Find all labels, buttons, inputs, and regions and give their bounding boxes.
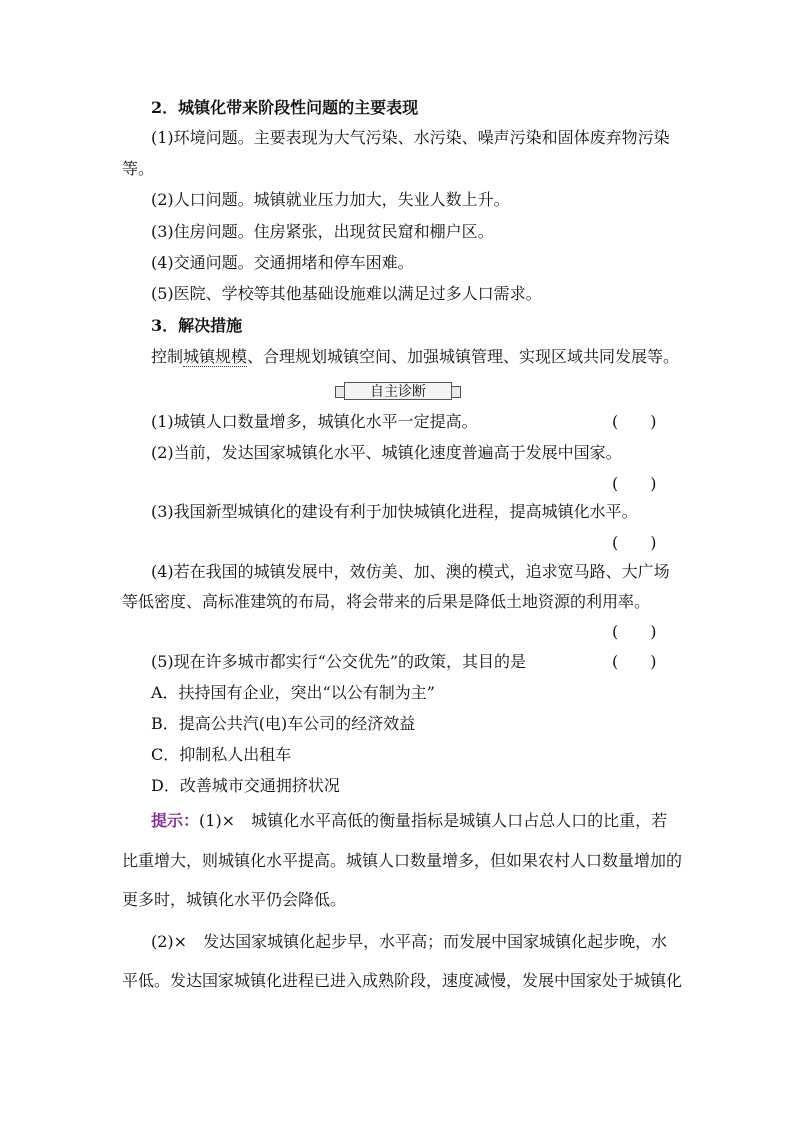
self-diagnosis-banner xyxy=(344,382,452,400)
question-3: (3)我国新型城镇化的建设有利于加快城镇化进程，提高城镇化水平。 xyxy=(151,502,638,521)
question-2: (2)当前，发达国家城镇化水平、城镇化速度普遍高于发展中国家。 xyxy=(151,443,622,462)
question-4-line-1: (4)若在我国的城镇发展中，效仿美、加、澳的模式，追求宽马路、大广场 xyxy=(151,562,670,581)
option-b: B．提高公共汽(电)车公司的经济效益 xyxy=(151,714,416,733)
section-2-heading: 2．城镇化带来阶段性问题的主要表现 xyxy=(151,98,419,117)
hint-1-end: 更多时，城镇化水平仍会降低。 xyxy=(122,890,347,909)
banner-label: 自主诊断 xyxy=(370,384,426,400)
problem-1-cont: 等。 xyxy=(122,159,155,178)
option-a: A．扶持国有企业，突出“以公有制为主” xyxy=(151,683,435,702)
measures-text xyxy=(151,347,680,367)
option-d: D．改善城市交通拥挤状况 xyxy=(151,776,340,795)
hint-2-cont: 平低。发达国家城镇化进程已进入成熟阶段，速度减慢，发展中国家处于城镇化 xyxy=(122,971,683,990)
answer-paren-4: ( ) xyxy=(612,622,657,641)
hint-1-text: (1)× 城镇化水平高低的衡量指标是城镇人口占总人口的比重，若 xyxy=(199,811,668,830)
measures-post: 、合理规划城镇空间、加强城镇管理、实现区域共同发展等。 xyxy=(247,347,680,366)
hint-1 xyxy=(151,811,677,831)
answer-paren-5: ( ) xyxy=(612,652,657,671)
section-3-heading: 3．解决措施 xyxy=(151,316,243,335)
measures-emphasis: 城镇规模 xyxy=(183,347,248,366)
option-c: C．抑制私人出租车 xyxy=(151,745,292,764)
question-4-line-2: 等低密度、高标准建筑的布局，将会带来的后果是降低土地资源的利用率。 xyxy=(122,592,651,611)
problem-5: (5)医院、学校等其他基础设施难以满足过多人口需求。 xyxy=(151,284,542,303)
answer-paren-3: ( ) xyxy=(612,533,657,552)
hint-label: 提示： xyxy=(151,811,200,830)
problem-1: (1)环境问题。主要表现为大气污染、水污染、噪声污染和固体废弃物污染 xyxy=(151,128,670,147)
question-5: (5)现在许多城市都实行“公交优先”的政策，其目的是 xyxy=(151,652,527,671)
hint-1-cont: 比重增大，则城镇化水平提高。城镇人口数量增多，但如果农村人口数量增加的 xyxy=(122,851,683,870)
hint-2: (2)× 发达国家城镇化起步早，水平高；而发展中国家城镇化起步晚，水 xyxy=(151,932,668,951)
answer-paren-1: ( ) xyxy=(612,412,657,431)
problem-4: (4)交通问题。交通拥堵和停车困难。 xyxy=(151,253,414,272)
problem-2: (2)人口问题。城镇就业压力加大，失业人数上升。 xyxy=(151,190,510,209)
question-1: (1)城镇人口数量增多，城镇化水平一定提高。 xyxy=(151,412,478,431)
problem-3: (3)住房问题。住房紧张，出现贫民窟和棚户区。 xyxy=(151,222,494,241)
measures-pre: 控制 xyxy=(151,347,184,366)
answer-paren-2: ( ) xyxy=(612,474,657,493)
